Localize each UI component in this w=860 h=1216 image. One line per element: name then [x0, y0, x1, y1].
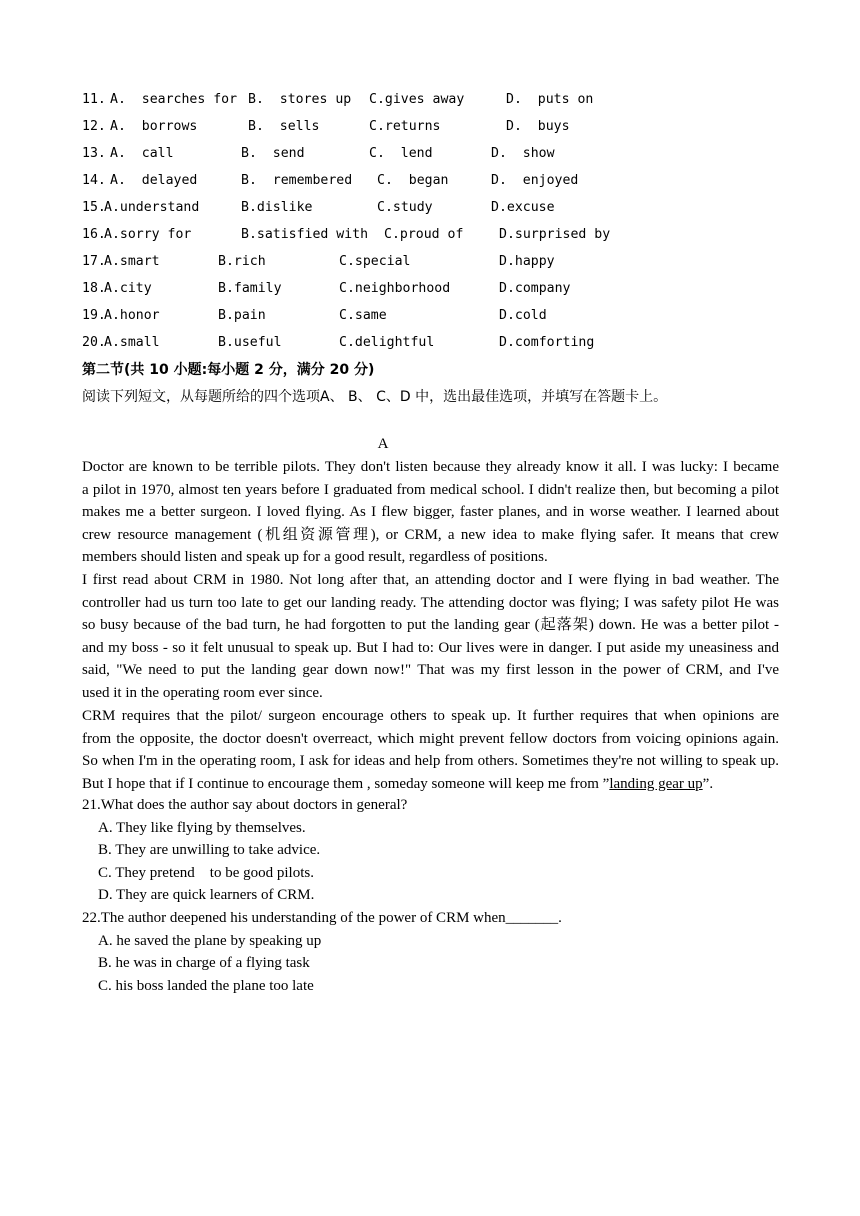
passage-line: So when I'm in the operating room, I ask for ideas and help from others. Sometimes they're not willing to speak up. — [82, 753, 779, 770]
option-choice-d: D. show — [491, 146, 555, 161]
question-stem: 22.The author deepened his understanding of the power of CRM when_______. — [82, 910, 562, 926]
option-choice-d: D.cold — [499, 308, 547, 323]
option-choice-c: C. lend — [369, 146, 433, 161]
passage-line: a pilot in 1970, almost ten years before I graduated from medical school. I didn't realize then, but becoming a pilot — [82, 481, 779, 498]
option-choice-c: C.proud of — [384, 227, 464, 242]
option-choice-c: C.study — [377, 200, 433, 215]
question-choice: D. They are quick learners of CRM. — [98, 887, 315, 904]
passage-paragraph-3 — [82, 705, 779, 795]
option-choice-b: B.dislike — [241, 200, 313, 215]
section-instruction: 阅读下列短文，从每题所给的四个选项A、 B、 C、D 中，选出最佳选项，并填写在答题卡上。 — [82, 389, 668, 405]
passage-line: But I hope that if I continue to encourage them , someday someone will keep me from ”landing gear up”. — [82, 775, 714, 792]
option-choice-d: D.happy — [499, 254, 555, 269]
option-choice-b: B.useful — [218, 335, 282, 350]
option-choice-b: B.pain — [218, 308, 266, 323]
option-choice-c: C.special — [339, 254, 411, 269]
option-number: 14. — [82, 173, 106, 188]
option-choice-c: C.gives away — [369, 92, 465, 107]
option-choice-d: D.surprised by — [499, 227, 611, 242]
question-choice: C. They pretend to be good pilots. — [98, 864, 314, 881]
option-choice-d: D.comforting — [499, 335, 595, 350]
option-choice-d: D.company — [499, 281, 571, 296]
option-choice-a: A. searches for — [110, 92, 238, 107]
underlined-phrase: landing gear up — [609, 775, 703, 792]
option-choice-c: C. began — [377, 173, 449, 188]
passage-line: I first read about CRM in 1980. Not long after that, an attending doctor and I were flying in bad weather. The — [82, 572, 779, 588]
question-choice: A. he saved the plane by speaking up — [98, 932, 322, 949]
passage-line: CRM requires that the pilot/ surgeon encourage others to speak up. It further requires that when opinions are — [82, 708, 779, 724]
option-choice-a: A. borrows — [110, 119, 198, 134]
option-number: 11. — [82, 92, 106, 107]
option-choice-a: A.honor — [104, 308, 160, 323]
option-choice-a: A.understand — [104, 200, 200, 215]
option-choice-d: D. puts on — [506, 92, 594, 107]
option-choice-d: D.excuse — [491, 200, 555, 215]
option-choice-a: A.small — [104, 335, 160, 350]
passage-line: used it in the operating room ever since. — [82, 684, 323, 701]
option-number: 20. — [82, 335, 106, 350]
passage-line: from the opposite, the doctor doesn't overreact, which might prevent fellow doctors from voicing opinions again. — [82, 730, 779, 747]
option-number: 12. — [82, 119, 106, 134]
option-choice-b: B. remembered — [241, 173, 353, 188]
option-choice-c: C.returns — [369, 119, 441, 134]
passage-line: makes me a better surgeon. I loved flying. As I flew bigger, faster planes, and in worse weather. I learned about — [82, 504, 779, 521]
option-choice-a: A. delayed — [110, 173, 198, 188]
option-number: 15. — [82, 200, 106, 215]
option-choice-b: B.rich — [218, 254, 266, 269]
passage-paragraph-2 — [82, 569, 779, 705]
passage-line: and my boss - so it felt unusual to speak up. But I had to: Our lives were in danger. I put aside my uneasiness and — [82, 639, 779, 656]
option-choice-b: B. send — [241, 146, 305, 161]
option-choice-c: C.same — [339, 308, 387, 323]
option-number: 19. — [82, 308, 106, 323]
question-stem: 21.What does the author say about doctors in general? — [82, 797, 408, 813]
question-choice: B. he was in charge of a flying task — [98, 955, 310, 972]
option-choice-a: A.smart — [104, 254, 160, 269]
question-choice: B. They are unwilling to take advice. — [98, 842, 321, 859]
option-choice-a: A.sorry for — [104, 227, 192, 242]
option-choice-b: B.satisfied with — [241, 227, 369, 242]
passage-line: said, "We need to put the landing gear down now!" That was my first lesson in the power of CRM, and I've — [82, 662, 779, 679]
option-number: 18. — [82, 281, 106, 296]
option-choice-c: C.delightful — [339, 335, 435, 350]
passage-line: crew resource management (机组资源管理), or CRM, a new idea to make flying safer. It means that crew — [82, 526, 779, 543]
passage-line: Doctor are known to be terrible pilots. They don't listen because they already know it all. I was lucky: I became — [82, 459, 779, 475]
option-choice-a: A.city — [104, 281, 152, 296]
passage-line: so busy because of the bad turn, he had forgotten to put the landing gear (起落架) down. He was a better pilot - — [82, 617, 779, 634]
option-choice-b: B. stores up — [248, 92, 352, 107]
section-title: 第二节(共 10 小题:每小题 2 分，满分 20 分) — [82, 362, 375, 378]
passage-paragraph-1 — [82, 456, 779, 569]
option-choice-a: A. call — [110, 146, 174, 161]
option-number: 13. — [82, 146, 106, 161]
option-choice-d: D. enjoyed — [491, 173, 579, 188]
option-choice-b: B.family — [218, 281, 282, 296]
option-number: 16. — [82, 227, 106, 242]
question-choice: A. They like flying by themselves. — [98, 819, 306, 836]
option-number: 17. — [82, 254, 106, 269]
question-choice: C. his boss landed the plane too late — [98, 977, 314, 994]
passage-line: controller had us turn too late to get our landing ready. The attending doctor was flying; I was safety pilot He was — [82, 594, 779, 611]
option-choice-c: C.neighborhood — [339, 281, 451, 296]
option-choice-b: B. sells — [248, 119, 320, 134]
passage-letter: A — [377, 436, 389, 452]
option-choice-d: D. buys — [506, 119, 570, 134]
passage-line: members should listen and speak up for a good result, regardless of positions. — [82, 549, 548, 566]
